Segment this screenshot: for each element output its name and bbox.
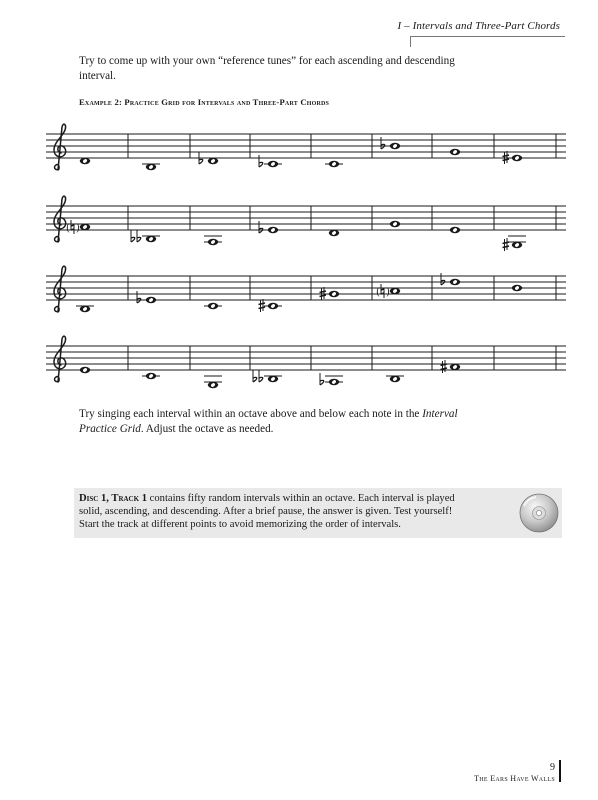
whole-note xyxy=(450,149,460,155)
whole-note xyxy=(386,376,404,382)
natural-accidental xyxy=(71,220,74,234)
whole-note xyxy=(131,230,160,242)
footer-bar xyxy=(559,760,561,782)
header-tick xyxy=(410,37,411,47)
whole-note xyxy=(325,161,343,167)
whole-note xyxy=(259,155,282,167)
whole-note xyxy=(137,291,156,303)
svg-text:(: ( xyxy=(66,223,70,234)
instruction-text-before: Try singing each interval within an octave above and below each note in the xyxy=(79,408,423,420)
flat-accidental xyxy=(131,230,135,242)
staff-svg xyxy=(46,338,566,384)
treble-clef-icon xyxy=(54,124,66,170)
example-title-text: Example 2: Practice Grid for Intervals and Three-Part Chords xyxy=(79,97,330,107)
instruction-paragraph xyxy=(79,407,479,436)
flat-accidental xyxy=(381,137,385,149)
staff-svg xyxy=(46,268,566,314)
callout-text xyxy=(79,492,464,532)
header-rule xyxy=(410,36,565,37)
natural-accidental xyxy=(381,284,384,298)
page-number: 9 xyxy=(550,762,555,773)
whole-note xyxy=(320,287,340,300)
cd-icon xyxy=(518,492,560,534)
staff-svg xyxy=(46,198,566,244)
flat-accidental xyxy=(137,230,141,242)
callout-disc-track: Disc 1, Track 1 xyxy=(79,493,147,504)
staff-row-2 xyxy=(46,198,566,244)
whole-note xyxy=(253,370,282,382)
treble-clef-icon xyxy=(54,196,66,242)
whole-note xyxy=(204,303,222,309)
sharp-accidental xyxy=(441,360,448,373)
staff-row-4 xyxy=(46,338,566,384)
svg-text:(: ( xyxy=(376,287,380,298)
whole-note xyxy=(204,376,222,388)
svg-text:): ) xyxy=(76,223,80,234)
whole-note xyxy=(503,236,527,251)
whole-note xyxy=(66,220,90,234)
whole-note xyxy=(376,284,400,298)
flat-accidental xyxy=(259,221,263,233)
example-title xyxy=(79,97,329,107)
whole-note xyxy=(142,164,160,170)
whole-note xyxy=(259,299,283,312)
whole-note xyxy=(381,137,400,149)
whole-note xyxy=(80,367,90,373)
book-title: The Ears Have Walls xyxy=(474,774,555,783)
whole-note xyxy=(142,373,160,379)
whole-note xyxy=(512,285,522,291)
sharp-accidental xyxy=(320,287,327,300)
flat-accidental xyxy=(137,291,141,303)
whole-note xyxy=(450,227,460,233)
instruction-text-after: . Adjust the octave as needed. xyxy=(140,422,274,435)
staff-row-1 xyxy=(46,126,566,172)
flat-accidental xyxy=(441,273,445,285)
whole-note xyxy=(80,158,90,164)
staff-row-3 xyxy=(46,268,566,314)
flat-accidental xyxy=(259,370,263,382)
flat-accidental xyxy=(253,370,257,382)
treble-clef-icon xyxy=(54,336,66,382)
whole-note xyxy=(441,273,460,285)
sharp-accidental xyxy=(503,151,510,164)
flat-accidental xyxy=(320,373,324,385)
whole-note xyxy=(320,373,343,385)
staff-svg xyxy=(46,126,566,172)
running-head: I – Intervals and Three-Part Chords xyxy=(397,20,560,32)
whole-note xyxy=(441,360,461,373)
whole-note xyxy=(76,306,94,312)
sharp-accidental xyxy=(503,238,510,251)
whole-note xyxy=(503,151,523,164)
whole-note xyxy=(204,236,222,245)
audio-callout-box xyxy=(74,488,562,538)
instruction-italic-title: Interval Practice Grid xyxy=(79,408,458,435)
svg-text:): ) xyxy=(386,287,390,298)
intro-paragraph: Try to come up with your own “reference tunes” for each ascending and descending interval. xyxy=(79,55,455,82)
flat-accidental xyxy=(259,155,263,167)
callout-body: contains fifty random intervals within an octave. Each interval is played solid, ascending, and descending. After a brief pause, the answer is given. Test yourself! Start the track at different points to avoid memorizing the order of intervals. xyxy=(79,493,455,531)
whole-note xyxy=(390,221,400,227)
whole-note xyxy=(329,230,339,236)
treble-clef-icon xyxy=(54,266,66,312)
whole-note xyxy=(259,221,278,233)
